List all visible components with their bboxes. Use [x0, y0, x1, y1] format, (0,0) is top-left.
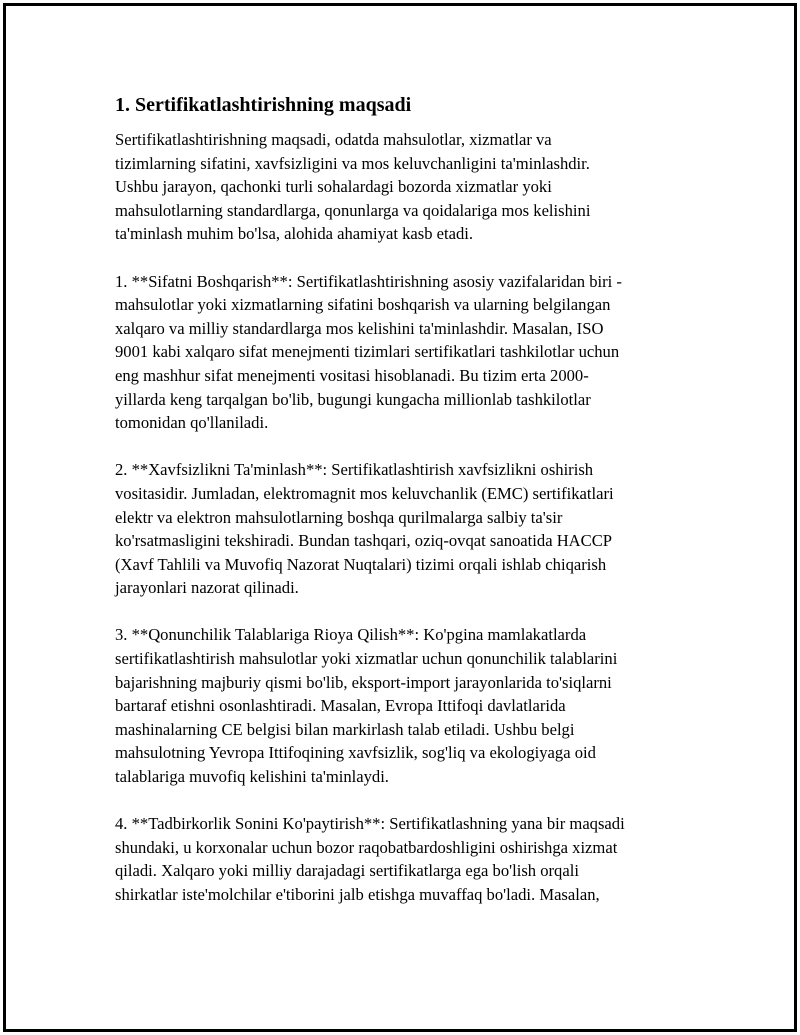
paragraph	[115, 812, 695, 906]
paragraph	[115, 270, 695, 435]
paragraph	[115, 623, 695, 788]
text-line: vositasidir. Jumladan, elektromagnit mos keluvchanlik (EMC) sertifikatlari	[115, 483, 614, 503]
paragraph-list	[115, 128, 695, 907]
text-line: 3. **Qonunchilik Talablariga Rioya Qilish**: Ko'pgina mamlakatlarda	[115, 625, 587, 645]
text-line: ta'minlash muhim bo'lsa, alohida ahamiyat kasb etadi.	[115, 224, 474, 244]
text-line: yillarda keng tarqalgan bo'lib, bugungi kungacha millionlab tashkilotlar	[115, 389, 591, 409]
text-line: elektr va elektron mahsulotlarning boshqa qurilmalarga salbiy ta'sir	[115, 507, 563, 527]
text-line: ko'rsatmasligini tekshiradi. Bundan tashqari, oziq-ovqat sanoatida HACCP	[115, 531, 613, 551]
text-line: Ushbu jarayon, qachonki turli sohalardagi bozorda xizmatlar yoki	[115, 177, 552, 197]
text-line: mashinalarning CE belgisi bilan markirlash talab etiladi. Ushbu belgi	[115, 719, 575, 739]
paragraph	[115, 458, 695, 600]
text-line: talablariga muvofiq kelishini ta'minlaydi.	[115, 767, 389, 787]
text-line: qiladi. Xalqaro yoki milliy darajadagi sertifikatlarga ega bo'lish orqali	[115, 861, 579, 881]
text-line: mahsulotlarning standardlarga, qonunlarga va qoidalariga mos kelishini	[115, 200, 591, 220]
text-line: 9001 kabi xalqaro sifat menejmenti tizimlari sertifikatlari tashkilotlar uchun	[115, 342, 620, 362]
text-line: tizimlarning sifatini, xavfsizligini va mos keluvchanligini ta'minlashdir.	[115, 153, 590, 173]
document-body	[115, 92, 695, 930]
text-line: shundaki, u korxonalar uchun bozor raqobatbardoshligini oshirishga xizmat	[115, 837, 618, 857]
text-line: shirkatlar iste'molchilar e'tiborini jalb etishga muvaffaq bo'ladi. Masalan,	[115, 885, 600, 904]
text-line: mahsulotlar yoki xizmatlarning sifatini boshqarish va ularning belgilangan	[115, 295, 611, 315]
text-line: 2. **Xavfsizlikni Ta'minlash**: Sertifikatlashtirish xavfsizlikni oshirish	[115, 460, 594, 480]
text-line: jarayonlari nazorat qilinadi.	[115, 578, 299, 598]
text-line: bartaraf etishni osonlashtiradi. Masalan, Evropa Ittifoqi davlatlarida	[115, 696, 566, 716]
text-line: xalqaro va milliy standardlarga mos kelishini ta'minlashdir. Masalan, ISO	[115, 318, 604, 338]
text-line: sertifikatlashtirish mahsulotlar yoki xizmatlar uchun qonunchilik talablarini	[115, 649, 618, 669]
text-line: mahsulotning Yevropa Ittifoqining xavfsizlik, sog'liq va ekologiyaga oid	[115, 743, 596, 763]
section-heading: 1. Sertifikatlashtirishning maqsadi	[115, 94, 412, 116]
text-line: 1. **Sifatni Boshqarish**: Sertifikatlashtirishning asosiy vazifalaridan biri -	[115, 271, 622, 291]
text-line: (Xavf Tahlili va Muvofiq Nazorat Nuqtalari) tizimi orqali ishlab chiqarish	[115, 554, 607, 574]
text-line: eng mashhur sifat menejmenti vositasi hisoblanadi. Bu tizim erta 2000-	[115, 365, 589, 385]
text-line: tomonidan qo'llaniladi.	[115, 413, 269, 433]
text-line: Sertifikatlashtirishning maqsadi, odatda mahsulotlar, xizmatlar va	[115, 130, 552, 149]
paragraph	[115, 128, 695, 246]
text-line: 4. **Tadbirkorlik Sonini Ko'paytirish**: Sertifikatlashning yana bir maqsadi	[115, 814, 625, 834]
text-line: bajarishning majburiy qismi bo'lib, eksport-import jarayonlarida to'siqlarni	[115, 672, 612, 692]
